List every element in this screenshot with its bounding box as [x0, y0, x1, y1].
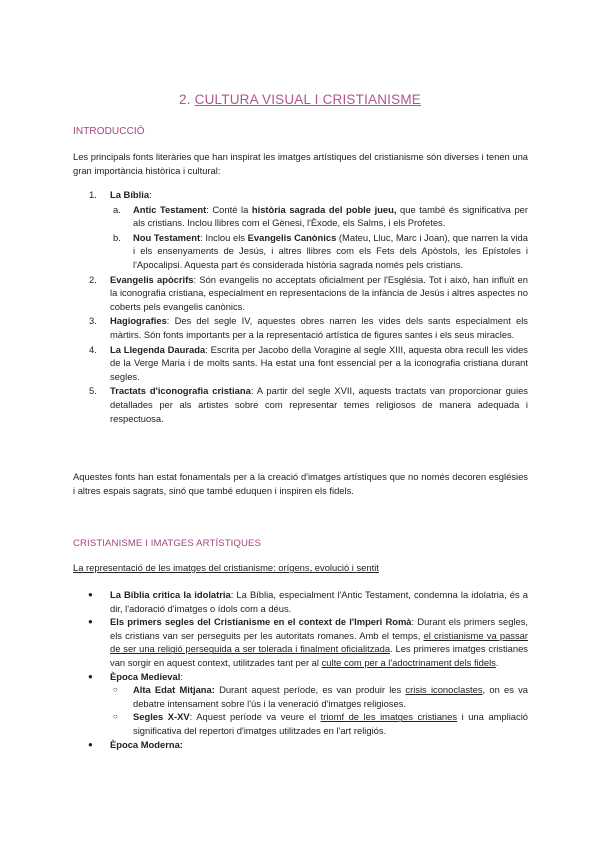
underlined-text: crisis iconoclastes — [405, 684, 483, 696]
list-number: 1. — [89, 189, 97, 200]
list-text: : Conté la — [206, 203, 252, 215]
list-text: : La Bíblia, especialment l'Antic Testament, condemna la idolatria, és a dir, l'adoració d'imatges o ídols com a déus. — [110, 589, 528, 614]
list-text: . — [495, 656, 499, 668]
bullet-icon: ● — [88, 671, 93, 681]
list-term: La Bíblia — [110, 189, 150, 200]
list-subitem — [73, 231, 528, 272]
list-item — [73, 738, 528, 752]
bullet-icon: ● — [88, 617, 93, 627]
circle-bullet-icon: ○ — [113, 685, 118, 695]
intro-heading: INTRODUCCIÓ — [73, 126, 145, 137]
list-term: La Bíblia critica la idolatria — [110, 589, 231, 600]
list-text: : Escrita per Jacobo della Voragine al segle XIII, aquesta obra recull les vides de la Verge Maria i de molts sants. Ha estat una font essencial per a la iconografia cristiana durant segles. — [110, 343, 528, 382]
list-item — [73, 588, 528, 615]
list-text: . Les primeres imatges cristianes van sorgir en aquest context, utilitzades tant per al — [110, 643, 528, 668]
list-item — [73, 670, 528, 684]
list-text: : A partir del segle XVII, aquests tractats van proporcionar guies detallades per als artistes sobre com representar temes religiosos de manera adequada i respectuosa. — [110, 385, 528, 424]
list-text: : Des del segle IV, aquestes obres narren les vides dels sants especialment els màrtirs. Són fonts importants per a la representació artística de figures santes i els seus miracles. — [110, 315, 528, 340]
underlined-text: triomf de les imatges cristianes — [320, 711, 458, 723]
list-bold-text: Evangelis Canònics — [247, 231, 337, 243]
list-number: 3. — [89, 315, 97, 327]
list-item — [73, 273, 528, 314]
list-text: (Mateu, Lluc, Marc i Joan), que narren la vida i els ensenyaments de Jesús, i altres llibres com els Fets dels Apòstols, les Epístoles i l'Apocalipsi. Aquesta part és considerada història sagrada només pels cristians. — [133, 231, 528, 270]
list-text: , on es va debatre intensament sobre l'ús i la veneració d'imatges religioses. — [133, 684, 529, 709]
list-number: a. — [113, 203, 121, 215]
list-item — [73, 343, 528, 384]
list-subitem — [73, 710, 528, 737]
list-text: : Durant els primers segles, els cristians van ser perseguits per les autoritats romanes. Amb el temps, — [110, 616, 528, 641]
title-number: 2. — [179, 92, 191, 107]
list-subitem — [73, 683, 528, 710]
list-text: : Són evangelis no acceptats oficialment per l'Església. Tot i això, han influït en la iconografia cristiana, especialment en representacions de la infància de Jesús i altres aspectes no coberts pels evangelis canònics. — [110, 273, 528, 312]
list-term: Hagiografies — [110, 315, 167, 327]
underlined-text: el cristianisme va passar de ser una religió perseguida a ser tolerada i finalment oficialitzada — [110, 629, 528, 655]
section2-heading: CRISTIANISME I IMATGES ARTÍSTIQUES — [73, 538, 262, 549]
list-term: Tractats d'iconografia cristiana — [110, 385, 251, 397]
list-item — [73, 384, 528, 425]
bullet-icon: ● — [88, 739, 93, 749]
list-term: La Llegenda Daurada — [110, 343, 206, 355]
list-term: Antic Testament — [133, 203, 207, 215]
section2-subheading: La representació de les imatges del cristianisme: orígens, evolució i sentit — [73, 562, 379, 573]
list-subitem — [73, 203, 528, 230]
list-term: Època Moderna: — [110, 738, 183, 750]
list-number: 4. — [89, 343, 97, 355]
list-text: : — [180, 670, 183, 682]
list-text: : Aquest període va veure el — [189, 711, 321, 723]
conclusion-paragraph: Aquestes fonts han estat fonamentals per a la creació d'imatges artístiques que no només decoren esglésies i altres espais sagrats, sinó que també eduquen i inspiren els fidels. — [73, 471, 528, 496]
list-term: Segles X-XV — [133, 711, 190, 723]
circle-bullet-icon: ○ — [113, 712, 118, 722]
bullet-list — [73, 588, 528, 751]
list-term: Època Medieval — [110, 670, 181, 682]
list-item — [73, 314, 528, 341]
list-term: Alta Edat Mitjana: — [133, 684, 215, 696]
list-text: : — [149, 189, 152, 200]
title-text: CULTURA VISUAL I CRISTIANISME — [194, 92, 421, 107]
document-title — [0, 92, 600, 107]
list-number: 5. — [89, 385, 97, 397]
list-item — [73, 615, 528, 669]
list-text: que també és significativa per als cristians. Inclou llibres com el Gènesi, l'Èxode, els Salms, i els Profetes. — [133, 203, 528, 229]
bullet-icon: ● — [88, 590, 93, 599]
sources-list — [73, 188, 528, 425]
list-term: Nou Testament — [133, 231, 201, 243]
list-number: 2. — [89, 273, 97, 285]
intro-paragraph: Les principals fonts literàries que han inspirat les imatges artístiques del cristianisme són diverses i tenen una gran importància històrica i cultural: — [73, 151, 528, 176]
list-text: i una ampliació significativa del repertori d'imatges utilitzades en l'art religiós. — [133, 711, 528, 736]
list-term: Els primers segles del Cristianisme en el context de l'Imperi Romà — [110, 616, 412, 628]
list-term: Evangelis apòcrifs — [110, 273, 194, 285]
underlined-text: culte com per a l'adoctrinament dels fidels — [321, 656, 496, 668]
list-item — [73, 188, 528, 202]
list-bold-text: història sagrada del poble jueu, — [251, 203, 397, 215]
list-text: Durant aquest període, es van produir les — [214, 684, 406, 696]
list-text: : Inclou els — [200, 231, 248, 243]
list-number: b. — [113, 231, 121, 243]
